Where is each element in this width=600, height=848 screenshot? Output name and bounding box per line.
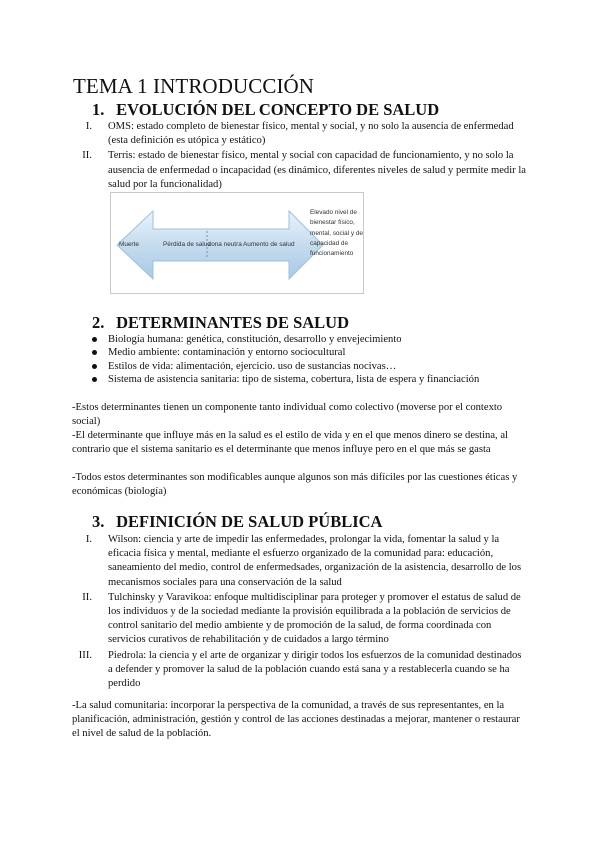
bullet-text: Sistema de asistencia sanitaria: tipo de sistema, cobertura, lista de espera y financiación <box>108 373 480 385</box>
section-1-title: EVOLUCIÓN DEL CONCEPTO DE SALUD <box>116 100 440 119</box>
section-3-note: -La salud comunitaria: incorporar la perspectiva de la comunidad, a través de sus representantes, en la planificación, administración, gestión y control de las acciones destinadas a mejorar, mantener o restaurar el nivel de salud de la población. <box>72 700 520 739</box>
list-numeral: II. <box>82 591 92 603</box>
bullet-text: Biología humana: genética, constitución, desarrollo y envejecimiento <box>108 334 402 345</box>
section-2-number: 2. <box>92 313 105 332</box>
section-3-list <box>72 533 528 691</box>
section-2-bullets <box>92 333 528 386</box>
section-3-heading <box>92 512 382 532</box>
bullet-icon <box>92 377 97 382</box>
bullet-text: Estilos de vida: alimentación, ejercicio. uso de sustancias nocivas… <box>108 360 397 372</box>
section-1-list <box>72 120 528 192</box>
list-text: OMS: estado completo de bienestar físico, mental y social, y no solo la ausencia de enfermedad (esta definición es utópica y estático) <box>108 121 514 147</box>
bullet-icon <box>92 337 97 342</box>
bullet-item <box>92 333 528 346</box>
section-3-title: DEFINICIÓN DE SALUD PÚBLICA <box>116 512 383 531</box>
list-numeral: II. <box>82 150 92 162</box>
list-item <box>72 533 528 590</box>
section-2-note: -El determinante que influye más en la salud es el estilo de vida y en el que menos dinero se destina, al contrario que el sistema sanitario es el determinante que menos influye pero en el que más se gasta <box>72 430 508 455</box>
figure-label-neutral: zona neutra <box>208 241 242 248</box>
document-title: TEMA 1 INTRODUCCIÓN <box>73 74 315 98</box>
list-text: Terris: estado de bienestar físico, mental y social con capacidad de funcionamiento, y no solo la ausencia de enfermedad o incapacidad (es dinámico, diferentes niveles de salud y permite medir la salud por la funcionalidad) <box>108 150 526 190</box>
section-2-title: DETERMINANTES DE SALUD <box>116 313 350 332</box>
section-1-number: 1. <box>92 100 105 119</box>
bullet-item <box>92 346 528 359</box>
figure-label-wellbeing: Elevado nivel de bienestar físico, mental, social y de capacidad de funcionamiento <box>310 209 363 258</box>
section-2-heading <box>92 313 349 333</box>
section-1-heading <box>92 100 439 120</box>
section-3-number: 3. <box>92 512 105 531</box>
list-text: Tulchinsky y Varavikoa: enfoque multidisciplinar para proteger y promover el estatus de salud de los individuos y de la sociedad mediante la provisión equilibrada a la población de servicios de control sanitario del medio ambiente y de promoción de la salud, de forma coordinada con servicios curativos de rehabilitación y de cuidados a largo término <box>108 591 521 646</box>
bullet-icon <box>92 364 97 369</box>
list-item <box>72 649 528 692</box>
figure-label-gain: Aumento de salud <box>243 241 295 248</box>
section-2-note: -Estos determinantes tienen un componente tanto individual como colectivo (moverse por el contexto social) <box>72 402 503 427</box>
figure-label-loss: Pérdida de salud <box>163 241 211 248</box>
list-numeral: I. <box>85 534 92 545</box>
bullet-item <box>92 373 528 386</box>
figure-label-death: Muerte <box>119 241 139 248</box>
list-item <box>72 149 528 192</box>
list-text: Piedrola: la ciencia y el arte de organizar y dirigir todos los esfuerzos de la comunidad destinados a defender y promover la salud de la población cuando está sana y a restablecerla cuando se ha perdido <box>108 649 522 690</box>
section-2-note: -Todos estos determinantes son modificables aunque algunos son más difíciles por las cuestiones éticas y económicas (biología) <box>72 472 518 497</box>
list-numeral: III. <box>78 649 92 661</box>
bullet-text: Medio ambiente: contaminación y entorno sociocultural <box>108 347 346 359</box>
list-text: Wilson: ciencia y arte de impedir las enfermedades, prolongar la vida, fomentar la salud y la eficacia física y mental, mediante el esfuerzo organizado de la comunidad para: educación, saneamiento del medio, control de enfermedsades, organización de la asistencia, desarrollo de los mecanismos sociales para una conservación de la salud <box>108 534 522 588</box>
list-numeral: I. <box>85 121 92 132</box>
bullet-icon <box>92 350 97 355</box>
bullet-item <box>92 360 528 373</box>
list-item <box>72 120 528 148</box>
list-item <box>72 591 528 648</box>
